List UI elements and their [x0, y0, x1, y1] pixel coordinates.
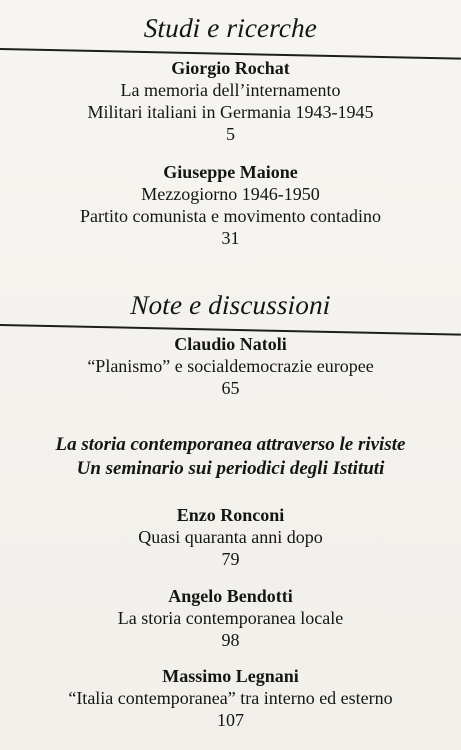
entry-author: Angelo Bendotti	[168, 586, 293, 606]
entry-page-number: 5	[226, 124, 235, 144]
seminar-subheading	[0, 433, 461, 481]
subheading-line: La storia contemporanea attraverso le riviste	[55, 434, 406, 455]
entry-page-number: 107	[217, 710, 244, 730]
entry-title-line: “Planismo” e socialdemocrazie europee	[87, 356, 374, 376]
entry-title-line: Partito comunista e movimento contadino	[80, 206, 381, 226]
entry-title-line: Quasi quaranta anni dopo	[138, 527, 323, 547]
toc-entry-rochat	[0, 58, 461, 145]
entry-author: Giuseppe Maione	[163, 162, 298, 182]
toc-entry-ronconi	[0, 505, 461, 570]
section-title-studi-e-ricerche: Studi e ricerche	[143, 13, 318, 43]
entry-author: Claudio Natoli	[174, 334, 287, 354]
entry-author: Enzo Ronconi	[176, 505, 285, 525]
entry-author: Massimo Legnani	[162, 666, 299, 686]
entry-title-line: Militari italiani in Germania 1943-1945	[87, 102, 374, 122]
toc-entry-bendotti	[0, 586, 461, 651]
subheading-line: Un seminario sui periodici degli Istituti	[76, 458, 385, 479]
toc-entry-maione	[0, 162, 461, 249]
toc-entry-legnani	[0, 666, 461, 731]
entry-title-line: Mezzogiorno 1946-1950	[141, 184, 320, 204]
section-title-note-e-discussioni: Note e discussioni	[129, 290, 332, 320]
entry-page-number: 31	[221, 228, 240, 248]
toc-entry-natoli	[0, 334, 461, 399]
entry-title-line: La memoria dell’internamento	[120, 80, 341, 100]
entry-author: Giorgio Rochat	[171, 58, 290, 78]
entry-page-number: 98	[221, 630, 240, 650]
entry-title-line: “Italia contemporanea” tra interno ed esterno	[68, 688, 393, 708]
entry-page-number: 65	[221, 378, 240, 398]
entry-title-line: La storia contemporanea locale	[117, 608, 344, 628]
entry-page-number: 79	[221, 549, 240, 569]
